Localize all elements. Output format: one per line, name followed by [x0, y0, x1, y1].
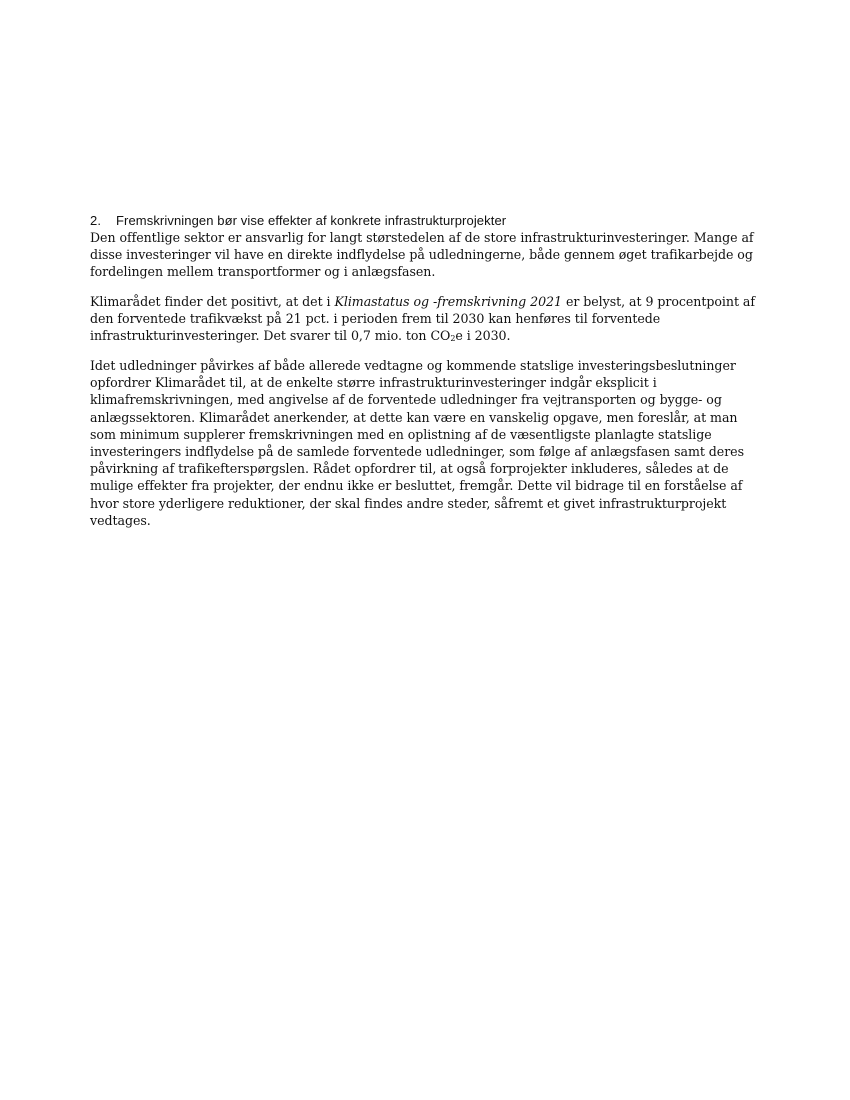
document-body	[90, 212, 762, 529]
paragraph-2	[90, 293, 762, 345]
paragraph-2-text-middle: er belyst, at 9 procentpoint af den forventede trafikvækst på 21 pct. i perioden frem til 2030 kan henføres til forventede infrastrukturinvesteringer. Det svarer til 0,7 mio. ton CO	[90, 294, 755, 344]
publication-title: Klimastatus og -fremskrivning 2021	[334, 294, 562, 309]
section-heading	[90, 212, 762, 229]
section-number: 2.	[90, 213, 102, 228]
paragraph-2-text-end: e i 2030.	[455, 328, 511, 344]
paragraph-3: Idet udledninger påvirkes af både allerede vedtagne og kommende statslige investeringsbeslutninger opfordrer Klimarådet til, at de enkelte større infrastrukturinvesteringer indgår eksplicit i klimafremskrivningen, med angivelse af de forventede udledninger fra vejtransporten og bygge- og anlægssektoren. Klimarådet anerkender, at dette kan være en vanskelig opgave, men foreslår, at man som minimum supplerer fremskrivningen med en oplistning af de væsentligste planlagte statslige investeringers indflydelse på de samlede forventede udledninger, som følge af anlægsfasen samt deres påvirkning af trafikefterspørgslen. Rådet opfordrer til, at også forprojekter inkluderes, således at de mulige effekter fra projekter, der endnu ikke er besluttet, fremgår. Dette vil bidrage til en forståelse af hvor store yderligere reduktioner, der skal findes andre steder, såfremt et givet infrastrukturprojekt vedtages.	[90, 358, 744, 528]
section-title: Fremskrivningen bør vise effekter af konkrete infrastrukturprojekter	[116, 213, 507, 228]
co2-subscript: 2	[450, 334, 456, 344]
paragraph-2-text-start: Klimarådet finder det positivt, at det i	[90, 294, 335, 309]
paragraph-1: Den offentlige sektor er ansvarlig for langt størstedelen af de store infrastrukturinvesteringer. Mange af disse investeringer vil have en direkte indflydelse på udledningerne, både gennem øget trafikarbejde og fordelingen mellem transportformer og i anlægsfasen.	[90, 230, 754, 280]
